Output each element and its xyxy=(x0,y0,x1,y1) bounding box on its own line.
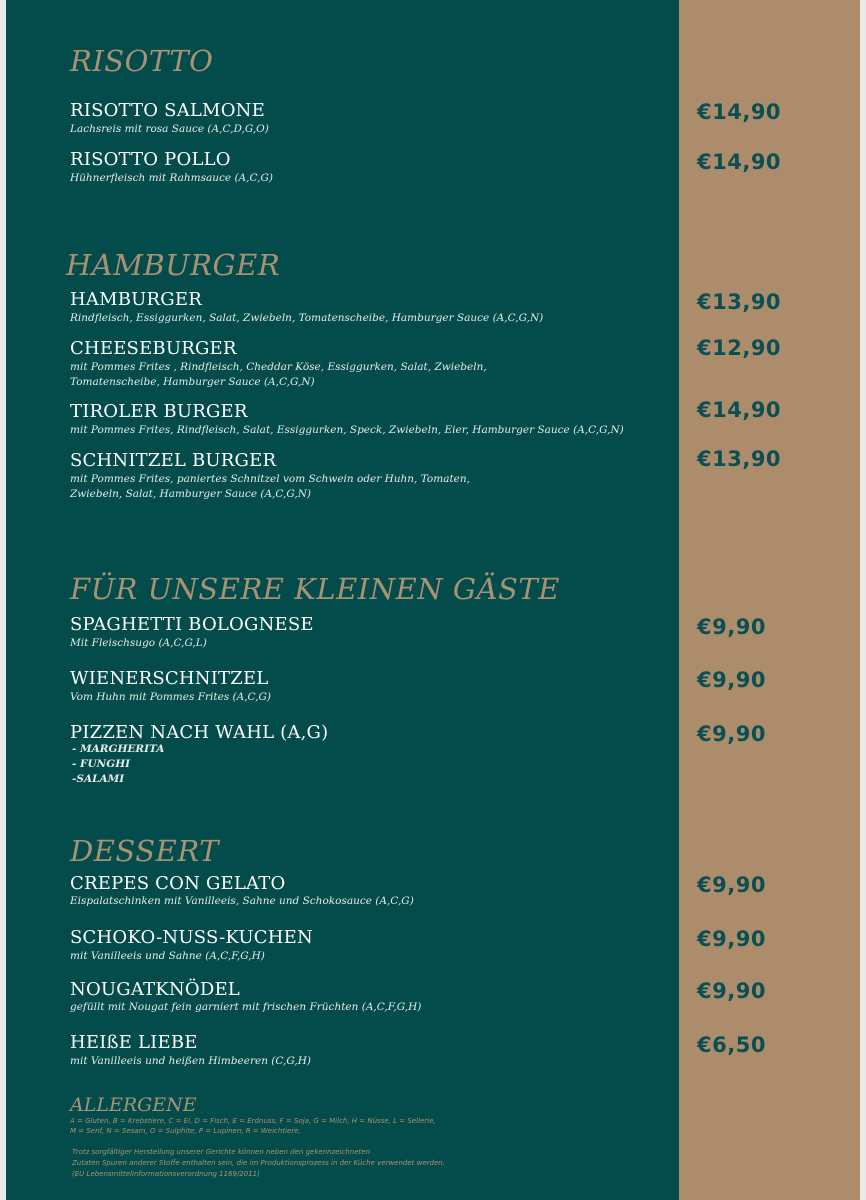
item-desc-nougatknoedel: gefüllt mit Nougat fein garniert mit frischen Früchten (A,C,F,G,H) xyxy=(70,1001,422,1013)
item-desc-schnitzel-burger-line2: Zwiebeln, Salat, Hamburger Sauce (A,C,G,N) xyxy=(70,488,312,500)
item-desc-cheeseburger-line2: Tomatenscheibe, Hamburger Sauce (A,C,G,N) xyxy=(70,376,315,388)
section-title-kids: FÜR UNSERE KLEINEN GÄSTE xyxy=(70,572,560,606)
price-schoko-nuss-kuchen: €9,90 xyxy=(697,927,766,951)
item-desc-crepes: Eispalatschinken mit Vanilleeis, Sahne und Schokosauce (A,C,G) xyxy=(70,895,414,907)
section-title-dessert: DESSERT xyxy=(70,834,219,868)
item-name-crepes: CREPES CON GELATO xyxy=(70,873,286,894)
menu-page xyxy=(6,0,860,1200)
item-desc-spaghetti-bolognese: Mit Fleischsugo (A,C,G,L) xyxy=(70,637,207,649)
price-hamburger: €13,90 xyxy=(697,290,782,314)
item-desc-schoko-nuss-kuchen: mit Vanilleeis und Sahne (A,C,F,G,H) xyxy=(70,950,265,962)
item-desc-cheeseburger-line1: mit Pommes Frites , Rindfleisch, Cheddar Köse, Essiggurken, Salat, Zwiebeln, xyxy=(70,361,487,373)
price-heisse-liebe: €6,50 xyxy=(697,1033,766,1057)
pizza-option-funghi: - FUNGHI xyxy=(72,758,131,770)
price-column xyxy=(679,0,860,1200)
allergen-legend-line1: A = Gluten, B = Krebstiere, C = Ei, D = Fisch, E = Erdnuss, F = Soja, G = Milch, H = Nüsse, L = Sellerie, xyxy=(70,1117,436,1125)
item-name-risotto-pollo: RISOTTO POLLO xyxy=(70,149,231,170)
section-title-hamburger: HAMBURGER xyxy=(66,248,281,282)
price-risotto-salmone: €14,90 xyxy=(697,100,782,124)
item-name-risotto-salmone: RISOTTO SALMONE xyxy=(70,100,265,121)
item-name-hamburger: HAMBURGER xyxy=(70,289,202,310)
item-name-heisse-liebe: HEIßE LIEBE xyxy=(70,1032,198,1053)
price-pizzen: €9,90 xyxy=(697,722,766,746)
item-name-schoko-nuss-kuchen: SCHOKO-NUSS-KUCHEN xyxy=(70,927,313,948)
allergen-note-line3: (EU Lebensmittelinformationsverordnung 1169/2011) xyxy=(72,1170,260,1178)
price-nougatknoedel: €9,90 xyxy=(697,979,766,1003)
allergen-note-line2: Zutaten Spuren anderer Stoffe enthalten sein, die im Produktionsprozess in der Küche verwendet werden. xyxy=(72,1159,445,1167)
price-risotto-pollo: €14,90 xyxy=(697,150,782,174)
section-title-risotto: RISOTTO xyxy=(70,44,214,78)
item-desc-hamburger: Rindfleisch, Essiggurken, Salat, Zwiebeln, Tomatenscheibe, Hamburger Sauce (A,C,G,N) xyxy=(70,312,544,324)
item-name-tiroler-burger: TIROLER BURGER xyxy=(70,401,248,422)
item-name-wienerschnitzel: WIENERSCHNITZEL xyxy=(70,668,269,689)
allergen-title: ALLERGENE xyxy=(70,1094,197,1116)
item-name-schnitzel-burger: SCHNITZEL BURGER xyxy=(70,450,277,471)
item-desc-wienerschnitzel: Vom Huhn mit Pommes Frites (A,C,G) xyxy=(70,691,272,703)
item-name-spaghetti-bolognese: SPAGHETTI BOLOGNESE xyxy=(70,614,314,635)
item-name-cheeseburger: CHEESEBURGER xyxy=(70,338,237,359)
item-desc-tiroler-burger: mit Pommes Frites, Rindfleisch, Salat, Essiggurken, Speck, Zwiebeln, Eier, Hamburger Sauce (A,C,G,N) xyxy=(70,424,624,436)
item-desc-heisse-liebe: mit Vanilleeis und heißen Himbeeren (C,G,H) xyxy=(70,1055,311,1067)
price-spaghetti-bolognese: €9,90 xyxy=(697,615,766,639)
item-name-pizzen: PIZZEN NACH WAHL (A,G) xyxy=(70,722,329,743)
pizza-option-salami: -SALAMI xyxy=(72,773,125,785)
item-desc-risotto-salmone: Lachsreis mit rosa Sauce (A,C,D,G,O) xyxy=(70,123,269,135)
price-schnitzel-burger: €13,90 xyxy=(697,447,782,471)
item-desc-risotto-pollo: Hühnerfleisch mit Rahmsauce (A,C,G) xyxy=(70,172,273,184)
allergen-legend-line2: M = Senf, N = Sesam, O = Sulphite, P = Lupinen, R = Weichtiere, xyxy=(70,1127,301,1135)
price-cheeseburger: €12,90 xyxy=(697,336,782,360)
item-name-nougatknoedel: NOUGATKNÖDEL xyxy=(70,979,240,1000)
allergen-note-line1: Trotz sorgfältiger Herstellung unserer Gerichte können neben den gekennzeichneten xyxy=(72,1148,371,1156)
price-wienerschnitzel: €9,90 xyxy=(697,668,766,692)
item-desc-schnitzel-burger-line1: mit Pommes Frites, paniertes Schnitzel vom Schwein oder Huhn, Tomaten, xyxy=(70,473,470,485)
pizza-option-margherita: - MARGHERITA xyxy=(72,743,165,755)
price-crepes: €9,90 xyxy=(697,873,766,897)
price-tiroler-burger: €14,90 xyxy=(697,398,782,422)
